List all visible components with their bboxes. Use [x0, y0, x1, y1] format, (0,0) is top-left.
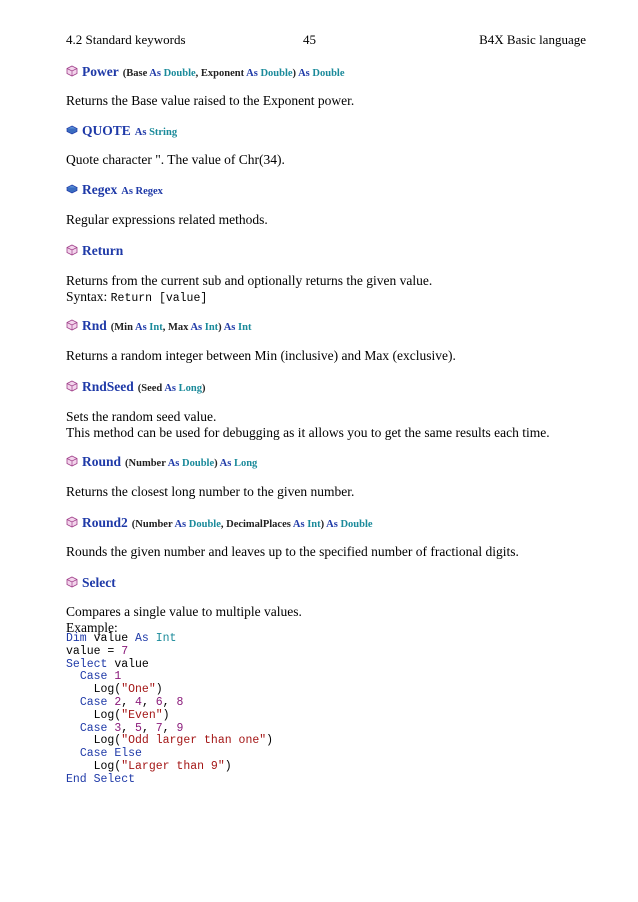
code-line: Case 1	[79, 670, 122, 684]
keyword-description	[66, 409, 550, 441]
description-line: Returns the closest long number to the given number.	[66, 484, 355, 499]
description-line: Regular expressions related methods.	[66, 212, 268, 227]
method-icon	[66, 243, 78, 255]
description-line: Returns a random integer between Min (inclusive) and Max (exclusive).	[66, 348, 456, 363]
constant-icon	[66, 182, 78, 194]
code-line: Log("One")	[66, 683, 163, 697]
code-example	[66, 633, 273, 787]
keyword-heading	[66, 63, 344, 81]
keyword-signature: As String	[134, 127, 178, 138]
keyword-name: Regex	[82, 182, 118, 197]
method-icon	[66, 64, 78, 76]
page-header	[66, 32, 586, 48]
header-page-number: 45	[303, 32, 316, 47]
keyword-signature: (Number As Double, DecimalPlaces As Int) As Double	[131, 519, 373, 530]
description-line: Rounds the given number and leaves up to the specified number of fractional digits.	[66, 544, 519, 559]
keyword-heading	[66, 453, 257, 471]
keyword-name: Rnd	[82, 318, 107, 333]
description-line: Quote character ". The value of Chr(34).	[66, 152, 285, 167]
code-line: End Select	[66, 772, 136, 786]
keyword-description	[66, 484, 354, 500]
keyword-heading	[66, 574, 116, 592]
keyword-signature: As Regex	[121, 186, 163, 197]
code-line: Case Else	[79, 747, 142, 761]
keyword-heading	[66, 181, 163, 199]
description-line: Compares a single value to multiple values.	[66, 604, 302, 619]
keyword-name: RndSeed	[82, 379, 134, 394]
keyword-heading	[66, 122, 177, 140]
syntax-code: Return [value]	[110, 292, 208, 305]
code-line: value = 7	[66, 644, 129, 658]
method-icon	[66, 379, 78, 391]
keyword-name: QUOTE	[82, 123, 131, 138]
keyword-description	[66, 152, 285, 168]
keyword-description	[66, 93, 354, 109]
keyword-description	[66, 212, 268, 228]
keyword-heading	[66, 317, 251, 335]
header-book-title: B4X Basic language	[479, 32, 586, 47]
code-line: Log("Odd larger than one")	[66, 734, 274, 748]
code-line: Log("Larger than 9")	[66, 759, 232, 773]
keyword-signature: (Seed As Long)	[137, 383, 206, 394]
code-line: Select value	[66, 657, 149, 671]
keyword-description	[66, 348, 456, 364]
description-line: Sets the random seed value.	[66, 409, 217, 424]
description-line: Returns the Base value raised to the Exponent power.	[66, 93, 355, 108]
code-line: Dim value As Int	[66, 632, 177, 645]
code-line: Case 2, 4, 6, 8	[79, 695, 184, 709]
keyword-name: Return	[82, 243, 124, 258]
description-line: Returns from the current sub and optionally returns the given value.	[66, 273, 433, 288]
method-icon	[66, 515, 78, 527]
description-line: This method can be used for debugging as it allows you to get the same results each time.	[66, 425, 550, 440]
code-line: Case 3, 5, 7, 9	[79, 721, 184, 735]
keyword-name: Round	[82, 454, 122, 469]
keyword-name: Round2	[82, 515, 128, 530]
keyword-heading	[66, 514, 373, 532]
keyword-name: Select	[82, 575, 116, 590]
constant-icon	[66, 123, 78, 135]
keyword-heading	[66, 378, 205, 396]
method-icon	[66, 318, 78, 330]
keyword-signature: (Base As Double, Exponent As Double) As Double	[122, 68, 345, 79]
keyword-signature: (Min As Int, Max As Int) As Int	[110, 322, 252, 333]
syntax-line: Syntax: Return [value]	[66, 289, 208, 305]
code-line: Log("Even")	[66, 708, 170, 722]
keyword-signature: (Number As Double) As Long	[125, 458, 258, 469]
keyword-name: Power	[82, 64, 119, 79]
keyword-description	[66, 273, 432, 307]
keyword-heading	[66, 242, 123, 260]
description-line: Example:	[66, 620, 118, 635]
header-section-title: 4.2 Standard keywords	[66, 32, 186, 47]
method-icon	[66, 454, 78, 466]
keyword-description	[66, 544, 519, 560]
method-icon	[66, 575, 78, 587]
